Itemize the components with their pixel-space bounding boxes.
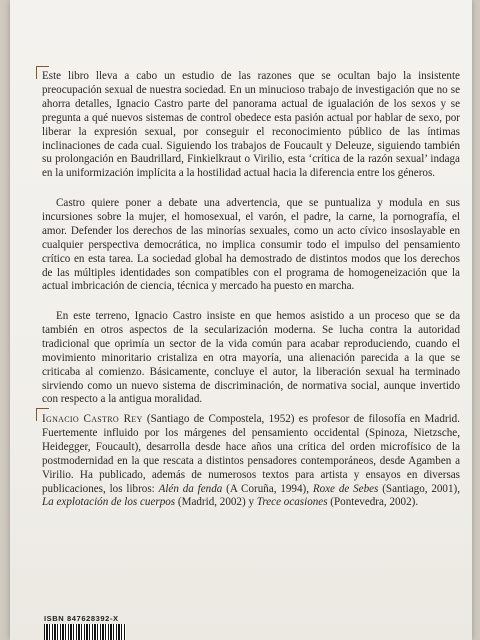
book-info-3: (Madrid, 2002) y [175, 496, 257, 509]
back-cover [10, 0, 472, 640]
book-info-1: (A Coruña, 1994), [222, 482, 313, 495]
bio-intro: (Santiago de Compostela, 1952) es profesor de filosofía en Madrid. Fuertemente influido por los márgenes del pensamiento occidental (Spinoza, Nietzsche, Heidegger, Foucault), desarrolla desde hace años una crítica del orden microfísico de la postmodernidad en la que rescata a distintos pensadores contemporáneos, desde Agamben a Virilio. Ha publicado, además de numerosos textos para artista y ensayos en diversas publicaciones, los libros: [42, 413, 460, 495]
book-info-4: (Pontevedra, 2002). [327, 496, 419, 509]
book-title-1: Alén da fenda [158, 482, 223, 495]
book-title-4: Trece ocasiones [256, 496, 328, 509]
author-name: Ignacio Castro Rey [42, 413, 143, 425]
blurb-paragraph-1: Este libro lleva a cabo un estudio de las razones que se ocultan bajo la insistente preocupación sexual de nuestra sociedad. En un minucioso trabajo de investigación que no se ahorra detalles, Ignacio Castro parte del panorama actual de igualación de los sexos y se pregunta a qué nuevos sistemas de control obedece esta pasión actual por hablar de sexo, por liberar la expresión sexual, por conseguir el reconocimiento público de las íntimas inclinaciones de cada cual. Siguiendo los trabajos de Foucault y Deleuze, siguiendo también su prolongación en Baudrillard, Finkielkraut o Virilio, esta ‘crítica de la razón sexual’ indaga en la uniformización implícita a la hostilidad actual hacia la diferencia entre los géneros. [42, 70, 460, 180]
barcode-image [44, 624, 126, 640]
blurb-paragraph-2: Castro quiere poner a debate una advertencia, que se puntualiza y modula en sus incursiones sobre la mujer, el homosexual, el varón, el padre, la carne, la pornografía, el amor. Defender los derechos de las minorías sexuales, como un acto cívico insoslayable en cualquier perspectiva democrática, no implica consumir todo el impulso del pensamiento crítico en esta tarea. La sociedad global ha demostrado de distintos modos que los derechos de las múltiples identidades son compatibles con el programa de homogeneización que la actual imbricación de ciencia, técnica y mercado ha puesto en marcha. [42, 197, 460, 293]
book-title-3: La explotación de los cuerpos [42, 496, 176, 509]
isbn-label: ISBN 847628392-X [44, 614, 119, 623]
blurb-paragraph-3: En este terreno, Ignacio Castro insiste en que hemos asistido a un proceso que se da también en otros aspectos de la secularización moderna. Se lucha contra la autoridad tradicional que oprimía un sector de la vida común para acabar reproduciendo, cuando el movimiento minoritario cristaliza en otra mayoría, una alienación parecida a la que se criticaba al comienzo. Básicamente, concluye el autor, la liberación sexual ha terminado sirviendo como un nuevo sistema de discriminación, de normativa social, aunque invertido con respecto a la antigua moralidad. [42, 310, 460, 406]
book-info-2: (Santiago, 2001), [378, 482, 460, 495]
book-title-2: Roxe de Sebes [312, 482, 379, 495]
author-bio [42, 413, 460, 510]
